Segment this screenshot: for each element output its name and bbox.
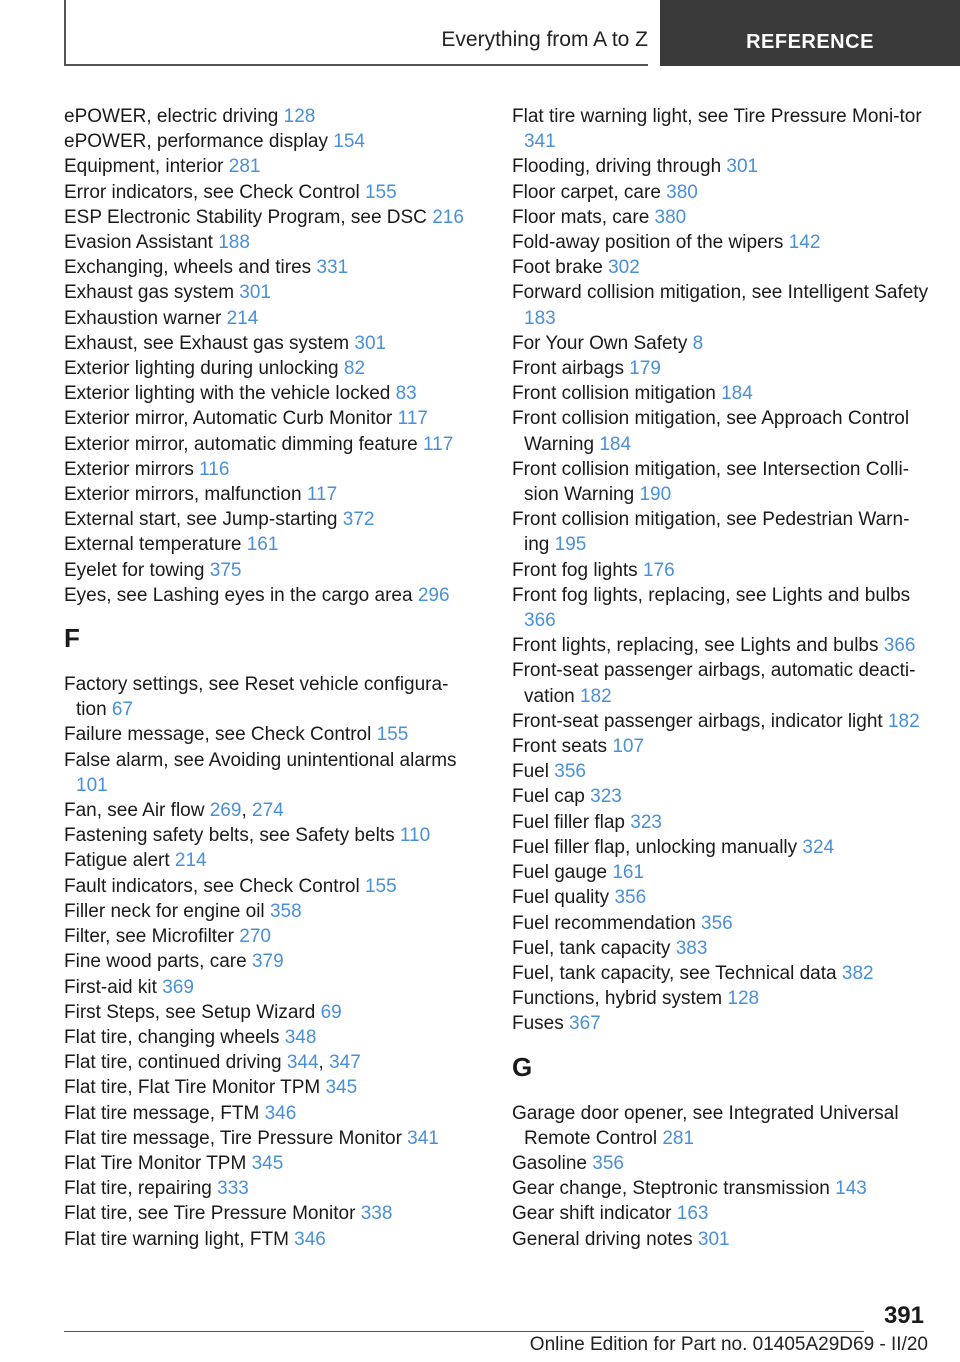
index-block-e bbox=[64, 104, 474, 608]
index-entry bbox=[64, 406, 474, 431]
page-reference-link[interactable]: 83 bbox=[395, 383, 417, 405]
index-term: Eyelet for towing bbox=[64, 559, 210, 581]
index-term: Exterior mirror, Automatic Curb Monitor bbox=[64, 408, 398, 430]
page-reference-link[interactable]: 161 bbox=[246, 534, 279, 556]
page-reference-link[interactable]: 348 bbox=[284, 1026, 317, 1048]
index-entry bbox=[512, 759, 932, 784]
page-reference-link[interactable]: 116 bbox=[199, 458, 230, 480]
page-reference-link[interactable]: 101 bbox=[76, 774, 108, 796]
index-term: Exterior mirrors, malfunction bbox=[64, 484, 307, 506]
index-entry bbox=[64, 205, 474, 230]
index-term: Filter, see Microfilter bbox=[64, 926, 240, 948]
index-entry bbox=[64, 1176, 474, 1201]
index-term: Gear change, Steptronic transmission bbox=[512, 1178, 836, 1200]
index-entry bbox=[512, 810, 932, 835]
page-reference-link[interactable]: 380 bbox=[654, 206, 687, 228]
index-term: Exchanging, wheels and tires bbox=[64, 257, 317, 279]
index-entry bbox=[64, 1025, 474, 1050]
page-reference-link[interactable]: 163 bbox=[676, 1203, 709, 1225]
index-entry bbox=[64, 154, 474, 179]
index-entry bbox=[512, 633, 932, 658]
page-reference-link[interactable]: 356 bbox=[592, 1152, 624, 1174]
index-term: ePOWER, electric driving bbox=[64, 106, 284, 127]
index-entry bbox=[64, 558, 474, 583]
index-letter-heading: G bbox=[512, 1051, 533, 1082]
index-term: Fault indicators, see Check Control bbox=[64, 875, 365, 897]
index-term: Flat tire warning light, see Tire Pressure Moni-tor bbox=[512, 106, 922, 127]
index-term: ePOWER, performance display bbox=[64, 131, 334, 153]
index-entry bbox=[64, 1075, 474, 1100]
page-reference-link[interactable]: 345 bbox=[251, 1152, 284, 1174]
index-term: Front collision mitigation bbox=[512, 383, 722, 405]
page-reference-link[interactable]: 358 bbox=[269, 900, 302, 922]
page-reference-link[interactable]: 333 bbox=[217, 1178, 249, 1200]
page-reference-link[interactable]: 154 bbox=[333, 131, 365, 153]
index-entry bbox=[64, 1000, 474, 1025]
index-entry bbox=[512, 583, 932, 633]
index-term: Flat tire message, Tire Pressure Monitor bbox=[64, 1127, 408, 1149]
index-entry bbox=[512, 205, 932, 230]
page-reference-link[interactable]: 301 bbox=[354, 332, 387, 354]
index-term: Fuel cap bbox=[512, 786, 591, 808]
page-reference-link[interactable]: 383 bbox=[675, 937, 708, 959]
page-reference-link[interactable]: 382 bbox=[841, 962, 874, 984]
index-entry bbox=[64, 874, 474, 899]
page-reference-link[interactable]: 346 bbox=[264, 1102, 297, 1124]
page-reference-link[interactable]: 161 bbox=[612, 862, 645, 884]
index-entry bbox=[64, 331, 474, 356]
page-reference-link[interactable]: 182 bbox=[887, 710, 920, 732]
index-term: Failure message, see Check Control bbox=[64, 724, 377, 746]
page-reference-link[interactable]: 128 bbox=[283, 106, 316, 127]
page-reference-link[interactable]: 366 bbox=[524, 610, 556, 632]
index-entry bbox=[64, 722, 474, 747]
index-entry bbox=[64, 255, 474, 280]
index-term: Exterior lighting with the vehicle locked bbox=[64, 383, 396, 405]
index-block-g bbox=[512, 1101, 932, 1252]
index-term: Fuel recommendation bbox=[512, 912, 702, 934]
page-reference-link[interactable]: 341 bbox=[407, 1127, 439, 1149]
index-entry bbox=[512, 280, 932, 330]
header-rule bbox=[64, 64, 648, 66]
header-tab-label: REFERENCE bbox=[746, 31, 874, 53]
index-entry bbox=[512, 331, 932, 356]
page-reference-link[interactable]: 143 bbox=[835, 1178, 867, 1200]
page-reference-link[interactable]: 190 bbox=[639, 484, 672, 506]
index-term: Flat tire, see Tire Pressure Monitor bbox=[64, 1203, 361, 1225]
index-term: Fuel, tank capacity, see Technical data bbox=[512, 962, 842, 984]
index-entry bbox=[64, 1227, 474, 1252]
index-term: Flooding, driving through bbox=[512, 156, 727, 178]
index-entry bbox=[512, 1227, 932, 1252]
page-reference-link[interactable]: 184 bbox=[599, 433, 632, 455]
index-entry bbox=[64, 672, 474, 722]
index-term: Factory settings, see Reset vehicle configura-tion bbox=[64, 674, 449, 721]
index-term: Fastening safety belts, see Safety belts bbox=[64, 825, 400, 847]
page-reference-link[interactable]: 323 bbox=[630, 811, 662, 833]
index-entry bbox=[64, 532, 474, 557]
page-reference-link[interactable]: 155 bbox=[376, 724, 409, 746]
index-entry bbox=[512, 1011, 932, 1036]
page-reference-link[interactable]: 110 bbox=[399, 825, 431, 847]
index-entry bbox=[512, 961, 932, 986]
index-term: Flat tire, continued driving bbox=[64, 1052, 287, 1074]
index-term: Front collision mitigation, see Pedestrian Warn-ing bbox=[512, 509, 910, 556]
page-reference-link[interactable]: 142 bbox=[788, 232, 821, 254]
index-term: Exterior mirror, automatic dimming feature bbox=[64, 433, 424, 455]
index-entry bbox=[512, 936, 932, 961]
page-reference-link[interactable]: 8 bbox=[692, 332, 704, 354]
index-term: Evasion Assistant bbox=[64, 232, 219, 254]
index-entry bbox=[512, 1101, 932, 1151]
page-reference-link[interactable]: 344 bbox=[286, 1052, 319, 1074]
index-entry bbox=[64, 899, 474, 924]
index-entry bbox=[512, 356, 932, 381]
index-term: Flat Tire Monitor TPM bbox=[64, 1152, 252, 1174]
index-term: Flat tire message, FTM bbox=[64, 1102, 265, 1124]
page-reference-link[interactable]: 338 bbox=[360, 1203, 393, 1225]
page-reference-link[interactable]: 380 bbox=[666, 181, 698, 203]
index-entry bbox=[64, 230, 474, 255]
index-entry bbox=[512, 911, 932, 936]
index-entry bbox=[64, 1101, 474, 1126]
page-reference-link[interactable]: 356 bbox=[701, 912, 733, 934]
page-reference-link[interactable]: 281 bbox=[228, 156, 261, 178]
index-entry bbox=[64, 381, 474, 406]
index-entry bbox=[64, 1201, 474, 1226]
page-reference-link[interactable]: 128 bbox=[727, 988, 760, 1010]
index-term: Filler neck for engine oil bbox=[64, 900, 270, 922]
page-reference-link[interactable]: 117 bbox=[423, 433, 454, 455]
index-entry bbox=[512, 1201, 932, 1226]
header-reference-tab[interactable] bbox=[660, 0, 960, 66]
index-entry bbox=[64, 356, 474, 381]
index-term: Fine wood parts, care bbox=[64, 951, 252, 973]
index-term: Front-seat passenger airbags, indicator light bbox=[512, 710, 888, 732]
index-entry bbox=[64, 457, 474, 482]
index-term: Error indicators, see Check Control bbox=[64, 181, 365, 203]
index-term: Fuel filler flap, unlocking manually bbox=[512, 836, 803, 858]
index-term: First Steps, see Setup Wizard bbox=[64, 1001, 321, 1023]
page-reference-link[interactable]: 356 bbox=[614, 887, 647, 909]
index-term: Fuel bbox=[512, 761, 555, 783]
index-column-left bbox=[64, 104, 474, 1252]
index-term: Front lights, replacing, see Lights and bulbs bbox=[512, 635, 884, 657]
page-reference-link[interactable]: 179 bbox=[629, 358, 661, 380]
index-term: Exterior lighting during unlocking bbox=[64, 358, 344, 380]
index-entry bbox=[64, 432, 474, 457]
index-block-f bbox=[64, 672, 474, 1252]
page-reference-link[interactable]: 188 bbox=[218, 232, 250, 254]
index-entry bbox=[512, 457, 932, 507]
index-entry bbox=[512, 885, 932, 910]
index-term: Functions, hybrid system bbox=[512, 988, 728, 1010]
index-term: Gasoline bbox=[512, 1152, 593, 1174]
page-reference-link[interactable]: 117 bbox=[306, 484, 338, 506]
index-letter-heading: F bbox=[64, 623, 80, 654]
page-number: 391 bbox=[883, 1302, 924, 1329]
page-reference-link[interactable]: 216 bbox=[432, 206, 464, 228]
index-entry bbox=[64, 482, 474, 507]
index-term: Flat tire, Flat Tire Monitor TPM bbox=[64, 1077, 326, 1099]
index-term: Front fog lights bbox=[512, 559, 643, 581]
index-term: Fuel filler flap bbox=[512, 811, 631, 833]
index-term: Eyes, see Lashing eyes in the cargo area bbox=[64, 584, 418, 606]
index-entry bbox=[512, 658, 932, 708]
index-entry bbox=[512, 255, 932, 280]
index-term: Exhaustion warner bbox=[64, 307, 227, 329]
page-reference-link[interactable]: 341 bbox=[524, 131, 556, 153]
page-reference-link[interactable]: 331 bbox=[316, 257, 349, 279]
footer-rule bbox=[64, 1331, 864, 1332]
page-reference-link[interactable]: 195 bbox=[554, 534, 587, 556]
index-entry bbox=[512, 734, 932, 759]
page-reference-link[interactable]: 366 bbox=[883, 635, 916, 657]
footer-edition: Online Edition for Part no. 01405A29D69 - II/20 bbox=[529, 1334, 928, 1355]
page-reference-link[interactable]: 347 bbox=[329, 1052, 361, 1074]
index-term: General driving notes bbox=[512, 1228, 698, 1250]
index-term: Flat tire warning light, FTM bbox=[64, 1228, 295, 1250]
index-term: Fatigue alert bbox=[64, 850, 175, 872]
index-entry bbox=[64, 1126, 474, 1151]
index-entry bbox=[64, 975, 474, 1000]
index-term: Foot brake bbox=[512, 257, 609, 279]
page-reference-link[interactable]: 183 bbox=[524, 307, 556, 329]
page-reference-link[interactable]: 372 bbox=[342, 509, 375, 531]
index-term: Garage door opener, see Integrated Universal Remote Control bbox=[512, 1102, 899, 1149]
index-term: Front collision mitigation, see Intersection Colli-sion Warning bbox=[512, 458, 910, 506]
page-reference-link[interactable]: 176 bbox=[642, 559, 675, 581]
index-entry bbox=[512, 709, 932, 734]
page-reference-link[interactable]: 69 bbox=[320, 1001, 342, 1023]
page-reference-link[interactable]: 281 bbox=[662, 1127, 695, 1149]
page-reference-link[interactable]: 182 bbox=[579, 685, 612, 707]
page-reference-link[interactable]: 214 bbox=[226, 307, 259, 329]
page-reference-link[interactable]: 369 bbox=[162, 976, 194, 998]
page-reference-link[interactable]: 346 bbox=[294, 1228, 326, 1250]
index-term: Front collision mitigation, see Approach Control Warning bbox=[512, 408, 910, 455]
page-reference-link[interactable]: 155 bbox=[364, 181, 397, 203]
index-term: Floor carpet, care bbox=[512, 181, 667, 203]
index-column-right bbox=[512, 104, 932, 1252]
index-entry bbox=[64, 507, 474, 532]
page-reference-link[interactable]: 367 bbox=[569, 1013, 601, 1035]
index-block-f-continued bbox=[512, 104, 932, 1037]
page-reference-link[interactable]: 270 bbox=[239, 926, 271, 948]
index-entry bbox=[512, 154, 932, 179]
index-term: Flat tire, changing wheels bbox=[64, 1026, 285, 1048]
index-entry bbox=[64, 129, 474, 154]
index-entry bbox=[64, 748, 474, 798]
index-entry bbox=[64, 104, 474, 129]
index-term: Front airbags bbox=[512, 358, 630, 380]
index-entry: Flat tire, continued driving 344, 347 bbox=[64, 1052, 361, 1074]
index-entry bbox=[64, 848, 474, 873]
index-term: Fuel quality bbox=[512, 887, 615, 909]
index-entry bbox=[512, 230, 932, 255]
index-term: External temperature bbox=[64, 534, 247, 556]
page-reference-link[interactable]: 107 bbox=[612, 736, 645, 758]
index-term: False alarm, see Avoiding unintentional alarms bbox=[64, 749, 457, 771]
index-entry bbox=[512, 835, 932, 860]
page-reference-link[interactable]: 301 bbox=[726, 156, 759, 178]
index-term: Fuel gauge bbox=[512, 862, 613, 884]
page-reference-link[interactable]: 324 bbox=[802, 836, 835, 858]
index-entry bbox=[512, 507, 932, 557]
index-term: Equipment, interior bbox=[64, 156, 229, 178]
index-term: Fuses bbox=[512, 1013, 570, 1035]
index-term: Front seats bbox=[512, 736, 613, 758]
index-term: First-aid kit bbox=[64, 976, 163, 998]
index-term: Fan, see Air flow bbox=[64, 800, 210, 822]
index-entry: Fan, see Air flow 269, 274 bbox=[64, 800, 284, 822]
page-reference-link[interactable]: 301 bbox=[239, 282, 271, 304]
index-entry bbox=[512, 406, 932, 456]
header-left-border bbox=[64, 0, 66, 66]
index-entry bbox=[512, 558, 932, 583]
index-entry bbox=[512, 381, 932, 406]
index-term: Front fog lights, replacing, see Lights and bulbs bbox=[512, 584, 911, 606]
index-term: Exhaust gas system bbox=[64, 282, 240, 304]
index-term: Flat tire, repairing bbox=[64, 1178, 218, 1200]
page-reference-link[interactable]: 274 bbox=[252, 800, 284, 822]
index-entry bbox=[64, 1151, 474, 1176]
index-entry bbox=[512, 1151, 932, 1176]
index-term: Fold-away position of the wipers bbox=[512, 232, 789, 254]
index-term: Floor mats, care bbox=[512, 206, 655, 228]
page-reference-link[interactable]: 269 bbox=[209, 800, 242, 822]
page-reference-link[interactable]: 155 bbox=[364, 875, 397, 897]
page-reference-link[interactable]: 345 bbox=[325, 1077, 358, 1099]
index-entry bbox=[512, 784, 932, 809]
index-term: ESP Electronic Stability Program, see DSC bbox=[64, 206, 433, 228]
page-reference-link[interactable]: 82 bbox=[343, 358, 366, 380]
index-entry bbox=[512, 1176, 932, 1201]
page-reference-link[interactable]: 375 bbox=[209, 559, 242, 581]
index-term: External start, see Jump-starting bbox=[64, 509, 343, 531]
index-entry bbox=[512, 104, 932, 154]
page-reference-link[interactable]: 214 bbox=[174, 850, 207, 872]
index-term: Gear shift indicator bbox=[512, 1203, 677, 1225]
page-reference-link[interactable]: 184 bbox=[721, 383, 753, 405]
index-entry bbox=[512, 860, 932, 885]
index-term: Forward collision mitigation, see Intelligent Safety bbox=[512, 282, 929, 304]
index-entry bbox=[64, 949, 474, 974]
page-reference-link[interactable]: 296 bbox=[417, 584, 450, 606]
page-reference-link[interactable]: 323 bbox=[590, 786, 622, 808]
index-term: Fuel, tank capacity bbox=[512, 937, 676, 959]
index-entry bbox=[64, 306, 474, 331]
index-entry bbox=[64, 280, 474, 305]
index-entry bbox=[512, 986, 932, 1011]
index-term: Front-seat passenger airbags, automatic deacti-vation bbox=[512, 660, 916, 707]
page-reference-link[interactable]: 301 bbox=[697, 1228, 730, 1250]
page-reference-link[interactable]: 117 bbox=[397, 408, 428, 430]
index-term: Exhaust, see Exhaust gas system bbox=[64, 332, 355, 354]
index-entry bbox=[512, 180, 932, 205]
page-reference-link[interactable]: 302 bbox=[608, 257, 640, 279]
index-entry bbox=[64, 583, 474, 608]
index-term: Exterior mirrors bbox=[64, 458, 200, 480]
index-term: For Your Own Safety bbox=[512, 332, 693, 354]
page-reference-link[interactable]: 356 bbox=[554, 761, 586, 783]
index-entry bbox=[64, 180, 474, 205]
index-entry bbox=[64, 823, 474, 848]
page-reference-link[interactable]: 379 bbox=[251, 951, 284, 973]
index-entry bbox=[64, 924, 474, 949]
header-section-title: Everything from A to Z bbox=[441, 28, 648, 51]
page-reference-link[interactable]: 67 bbox=[111, 699, 134, 721]
